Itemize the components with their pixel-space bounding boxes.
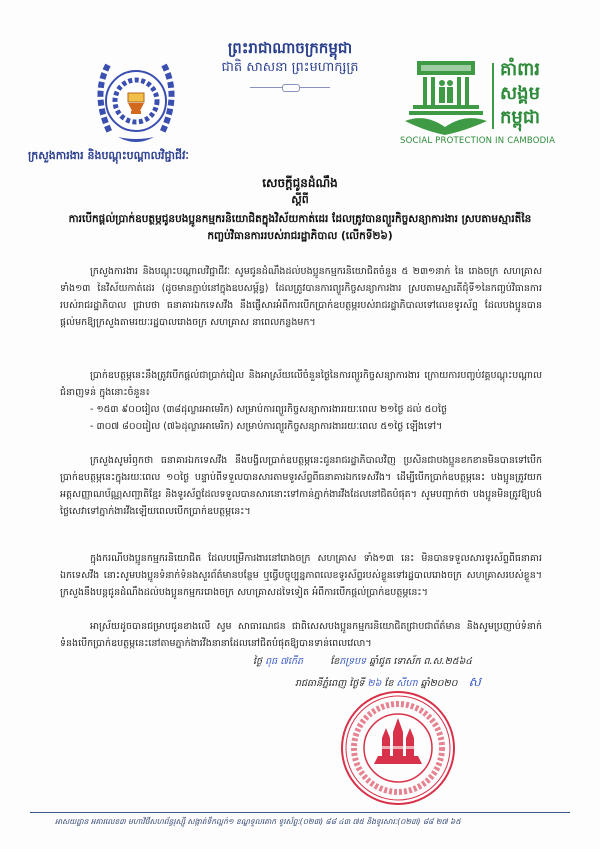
kingdom-title: ព្រះរាជាណាចក្រកម្ពុជា	[227, 39, 353, 57]
social-protection-khmer: គាំពារ សង្គម កម្ពុជា	[500, 59, 540, 128]
paragraph-2-text: ប្រាក់ឧបត្ថម្ភនេះនឹងត្រូវបើកផ្តល់ជាប្រាក់រៀល និងអាស្រ័យលើចំនួនថ្ងៃនៃការព្យួរកិច្ចសន្យាការងារ ក្រោយការបញ្ចប់វគ្គបណ្តុះបណ្តាលជំនាញទន់ ក្នុងនោះចំនួន៖	[60, 370, 542, 398]
kingdom-motto: ជាតិ សាសនា ព្រះមហាក្សត្រ	[221, 60, 359, 75]
notice-title: សេចក្តីជូនដំណឹង	[262, 176, 338, 190]
lunar-year: ឆ្នាំជូត ទោស័ក ព.ស.២៥៦៤	[369, 656, 473, 667]
month-prefix: ខែ	[384, 678, 394, 689]
paragraph-1	[60, 263, 542, 331]
paragraph-4	[60, 550, 542, 601]
official-stamp-icon	[338, 688, 458, 808]
list-item: - ៣០៧ ៨០០រៀល (៧៦ដុល្លារអាមេរិក) សម្រាប់ការព្យួរកិច្ចសន្យាការងាររយៈពេល ៥១ថ្ងៃ ឡើងទៅ។	[90, 418, 540, 435]
paragraph-4-text: ក្នុងករណីបងប្អូនកម្មករនិយោជិត ដែលបម្រើការងារនៅរោងចក្រ សហគ្រាស ទាំង១៣ នេះ មិនបានទទួលសារទូរស័ព្ទពីធនាគារឯកទេសវីង នោះសូមបងប្អូនទំនាក់ទំនងសួរព័ត៌មានបន្ថែម ឬធ្វើបច្ចុប្បន្នភាពលេខទូរស័ព្ទរបស់ខ្លួនទៅរដ្ឋបាលរោងចក្រ សហគ្រាសរបស់ខ្លួន។ ក្រសួងនឹងបន្តជូនដំណឹងដល់បងប្អូនកម្មកររោងចក្រ សហគ្រាសដទៃទៀត អំពីការបើកផ្តល់ប្រាក់ឧបត្ថម្ភនេះ។	[60, 553, 542, 598]
amount-list	[90, 401, 540, 435]
paragraph-2	[60, 367, 542, 401]
list-item: - ១៥៣ ៩០០រៀល (៣៨ដុល្លារអាមេរិក) សម្រាប់ការព្យួរកិច្ចសន្យាការងាររយៈពេល ២១ថ្ងៃ ដល់ ៥០ថ្ងៃ	[90, 401, 540, 418]
lunar-month-prefix: ខែ	[330, 656, 340, 667]
month-handwritten: សីហា	[396, 678, 418, 689]
ministry-name: ក្រសួងការងារ និងបណ្តុះបណ្តាលវិជ្ជាជីវៈ	[28, 149, 189, 162]
footer-divider	[30, 812, 570, 813]
notice-subtitle: ស្តីពី	[291, 193, 309, 206]
kingdom-header	[200, 38, 380, 90]
lunar-date	[253, 655, 472, 669]
place-date-prefix: រាជធានីភ្នំពេញ ថ្ងៃទី	[295, 678, 365, 689]
initials-signature: ស	[468, 675, 481, 690]
lunar-prefix: ថ្ងៃ	[253, 656, 263, 667]
paragraph-5-text: អាស្រ័យដូចបានជម្រាបជូនខាងលើ សូម សាធារណជន ជាពិសេសបងប្អូនកម្មករនិយោជិតជ្រាបជាព័ត៌មាន និងសូមប្រញាប់ទំនាក់ទំនងបើកប្រាក់ឧបត្ថម្ភនេះនៅតាមភ្នាក់ងារវីងនានាដែលនៅជិតបំផុតឱ្យបានទាន់ពេលវេលា។	[60, 621, 542, 649]
ministry-logo-icon	[88, 55, 184, 147]
footer-address: អាសយដ្ឋាន អគារលេខ៣ មហាវិថីសហព័ន្ធរុស្ស៊ី សង្កាត់ទឹកល្អក់១ ខណ្ឌទួលគោក ទូរស័ព្ទៈ(០២៣) ៨៨ ៤៣ ៧៥ និងទូរសារៈ(០២៣) ៨៨ ២៧ ៦៥	[55, 817, 461, 826]
notice-subject: ការបើកផ្តល់ប្រាក់ឧបត្ថម្ភជូនបងប្អូនកម្មករនិយោជិតក្នុងវិស័យកាត់ដេរ ដែលត្រូវបានព្យួរកិច្ចសន្យាការងារ ស្របតាមស្មារតីនៃកញ្ចប់វិធានការរបស់រាជរដ្ឋាភិបាល (លើកទី២៦)	[68, 213, 532, 242]
lunar-month-handwritten: ភទ្របទ	[339, 656, 367, 667]
paragraph-3	[60, 452, 542, 520]
social-protection-caption: SOCIAL PROTECTION IN CAMBODIA	[400, 136, 556, 146]
day-handwritten: ២៦	[367, 678, 382, 689]
paragraph-1-text: ក្រសួងការងារ និងបណ្តុះបណ្តាលវិជ្ជាជីវៈ សូមជូនដំណឹងដល់បងប្អូនកម្មករនិយោជិតចំនួន ៥ ២៣១នាក់ នៃ រោងចក្រ សហគ្រាស ទាំង១៣ នៃវិស័យកាត់ដេរ (ដូចមានភ្ជាប់នៅក្នុងឧបសម្ព័ន្ធ) ដែលត្រូវបានការព្យួរកិច្ចសន្យាការងារ ស្របតាមស្មារតីជុំទី១នៃកញ្ចប់វិធានការរបស់រាជរដ្ឋាភិបាល ជ្រាបថា ធនាគារឯកទេសវីង នឹងផ្ញើសារអំពីការបើកប្រាក់ឧបត្ថម្ភរបស់រាជរដ្ឋាភិបាលទៅលេខទូរស័ព្ទ ដែលបងប្អូនបានផ្តល់មកឱ្យក្រសួងតាមរយៈរដ្ឋបាលរោងចក្រ សហគ្រាស នាពេលកន្លងមក។	[60, 266, 542, 328]
paragraph-5	[60, 618, 542, 652]
paragraph-3-text: ក្រសួងសូមរំឭកថា ធនាគារឯកទេសវីង នឹងបង្វិលប្រាក់ឧបត្ថម្ភនេះជូនរាជរដ្ឋាភិបាលវិញ ប្រសិនជាបងប្អូនខកខានមិនបានទៅបើកប្រាក់ឧបត្ថម្ភនេះក្នុងរយៈពេល ១០ថ្ងៃ បន្ទាប់ពីទទួលបានសារតាមទូរស័ព្ទពីធនាគារឯកទេសវីង។ ដើម្បីបើកប្រាក់ឧបត្ថម្ភនេះ បងប្អូនត្រូវយកអត្តសញ្ញាណប័ណ្ណសញ្ជាតិខ្មែរ និងទូរស័ព្ទដែលទទួលបានសារនោះទៅកាន់ភ្នាក់ងារវីងដែលនៅជិតបំផុត។ សូមបញ្ជាក់ថា បងប្អូនមិនត្រូវឱ្យបង់ថ្លៃសេវាទៅភ្នាក់ងារវីងឡើយពេលបើកប្រាក់ឧបត្ថម្ភនេះ។	[60, 455, 542, 517]
lunar-day-handwritten: ពុធ ៧កើត	[265, 656, 304, 667]
year: ឆ្នាំ២០២០	[420, 678, 458, 689]
ornament-divider	[250, 84, 330, 90]
